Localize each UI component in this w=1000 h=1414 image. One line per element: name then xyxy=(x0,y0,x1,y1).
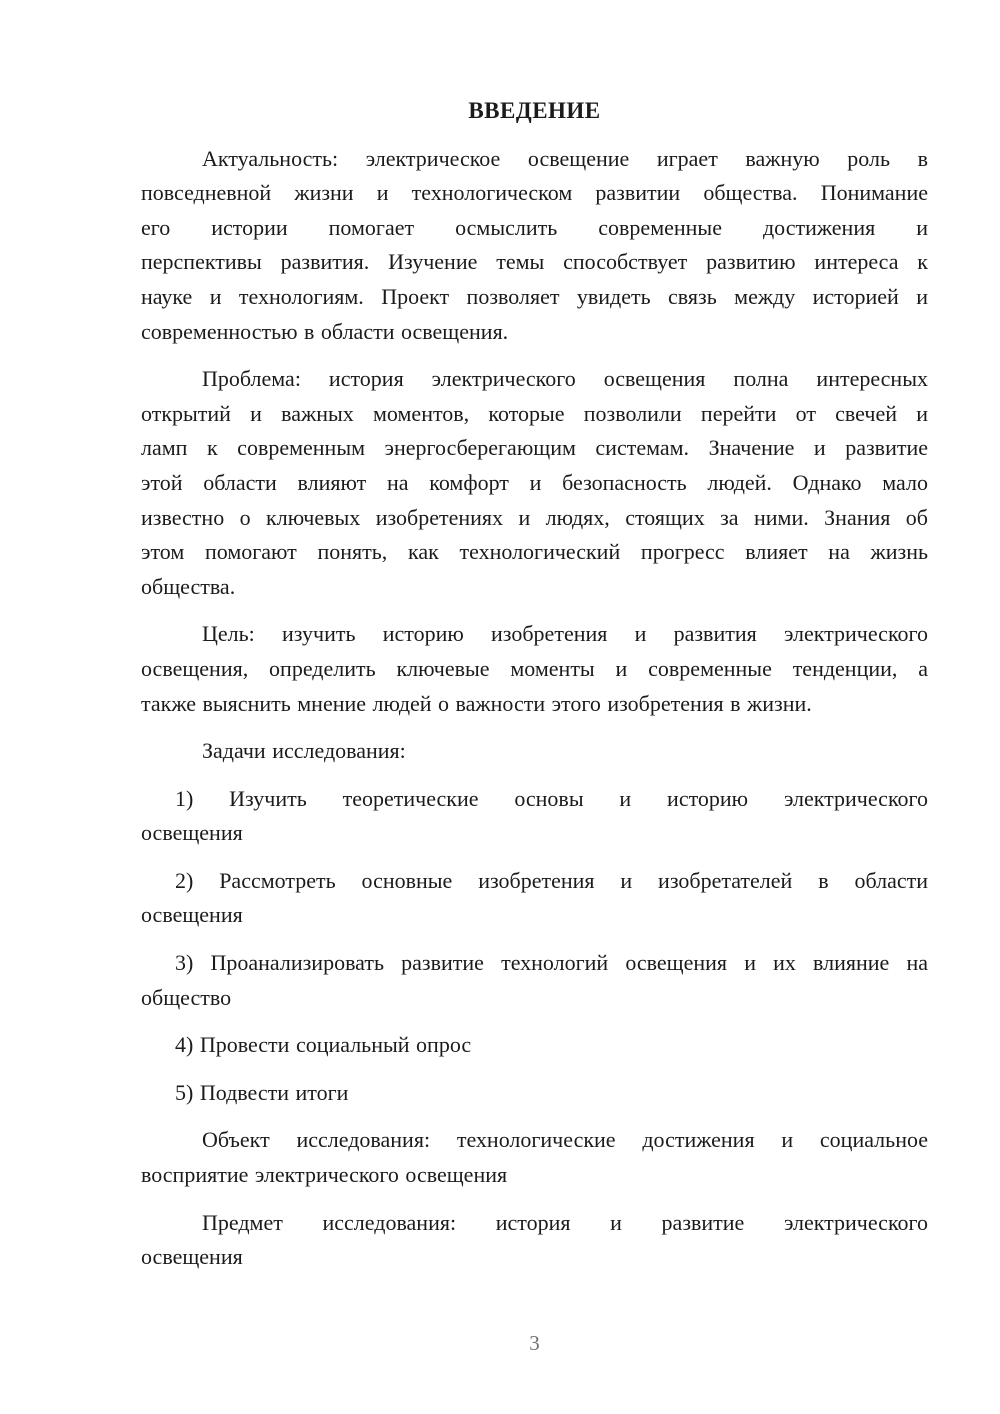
task-item-5 xyxy=(141,1076,928,1111)
text-line: восприятие электрического освещения xyxy=(141,1162,508,1188)
task-item-1 xyxy=(141,782,928,851)
text-line: ламп к современным энергосберегающим системам. Значение и развитие xyxy=(141,435,928,461)
text-line: освещения xyxy=(141,820,243,846)
page-title: ВВЕДЕНИЕ xyxy=(468,98,601,123)
text-line: освещения xyxy=(141,1244,243,1270)
text-line: 3) Проанализировать развитие технологий освещения и их влияние на xyxy=(175,950,928,976)
text-line: его истории помогает осмыслить современные достижения и xyxy=(141,214,928,240)
paragraph-aktualnost xyxy=(141,142,928,350)
paragraph-obekt xyxy=(141,1123,928,1192)
text-line: Предмет исследования: история и развитие электрического xyxy=(202,1209,928,1235)
page-footer xyxy=(141,1328,928,1358)
text-line: перспективы развития. Изучение темы способствует развитию интереса к xyxy=(141,249,928,275)
text-line: Актуальность: электрическое освещение играет важную роль в xyxy=(202,145,928,171)
page-number: 3 xyxy=(529,1331,540,1355)
text-line: 1) Изучить теоретические основы и историю электрического xyxy=(175,785,928,811)
text-line: Цель: изучить историю изобретения и развития электрического xyxy=(202,621,928,647)
task-item-4 xyxy=(141,1028,928,1063)
text-line: 5) Подвести итоги xyxy=(175,1079,349,1105)
text-line: открытий и важных моментов, которые позволили перейти от свечей и xyxy=(141,400,928,426)
text-line: освещения xyxy=(141,902,243,928)
text-line: известно о ключевых изобретениях и людях, стоящих за ними. Знания об xyxy=(141,504,928,530)
text-line: этой области влияют на комфорт и безопасность людей. Однако мало xyxy=(141,469,928,495)
paragraph-predmet xyxy=(141,1206,928,1275)
task-item-3 xyxy=(141,946,928,1015)
text-line: освещения, определить ключевые моменты и современные тенденции, а xyxy=(141,655,928,681)
task-item-2 xyxy=(141,864,928,933)
paragraph-problema xyxy=(141,362,928,604)
text-line: науке и технологиям. Проект позволяет увидеть связь между историей и xyxy=(141,283,928,309)
text-line: повседневной жизни и технологическом развитии общества. Понимание xyxy=(141,180,928,206)
text-line: Объект исследования: технологические достижения и социальное xyxy=(202,1127,928,1153)
text-line: общества. xyxy=(141,573,236,599)
paragraph-zadachi-heading xyxy=(141,734,928,769)
paragraph-tsel xyxy=(141,617,928,721)
text-line: этом помогают понять, как технологический прогресс влияет на жизнь xyxy=(141,539,928,565)
text-line: современностью в области освещения. xyxy=(141,318,509,344)
text-line: 4) Провести социальный опрос xyxy=(175,1032,472,1058)
text-line: Проблема: история электрического освещения полна интересных xyxy=(202,366,928,392)
document-body xyxy=(141,142,928,1275)
text-line: Задачи исследования: xyxy=(202,738,406,764)
text-line: 2) Рассмотреть основные изобретения и изобретателей в области xyxy=(175,867,928,893)
text-line: общество xyxy=(141,984,232,1010)
text-line: также выяснить мнение людей о важности этого изобретения в жизни. xyxy=(141,690,812,716)
